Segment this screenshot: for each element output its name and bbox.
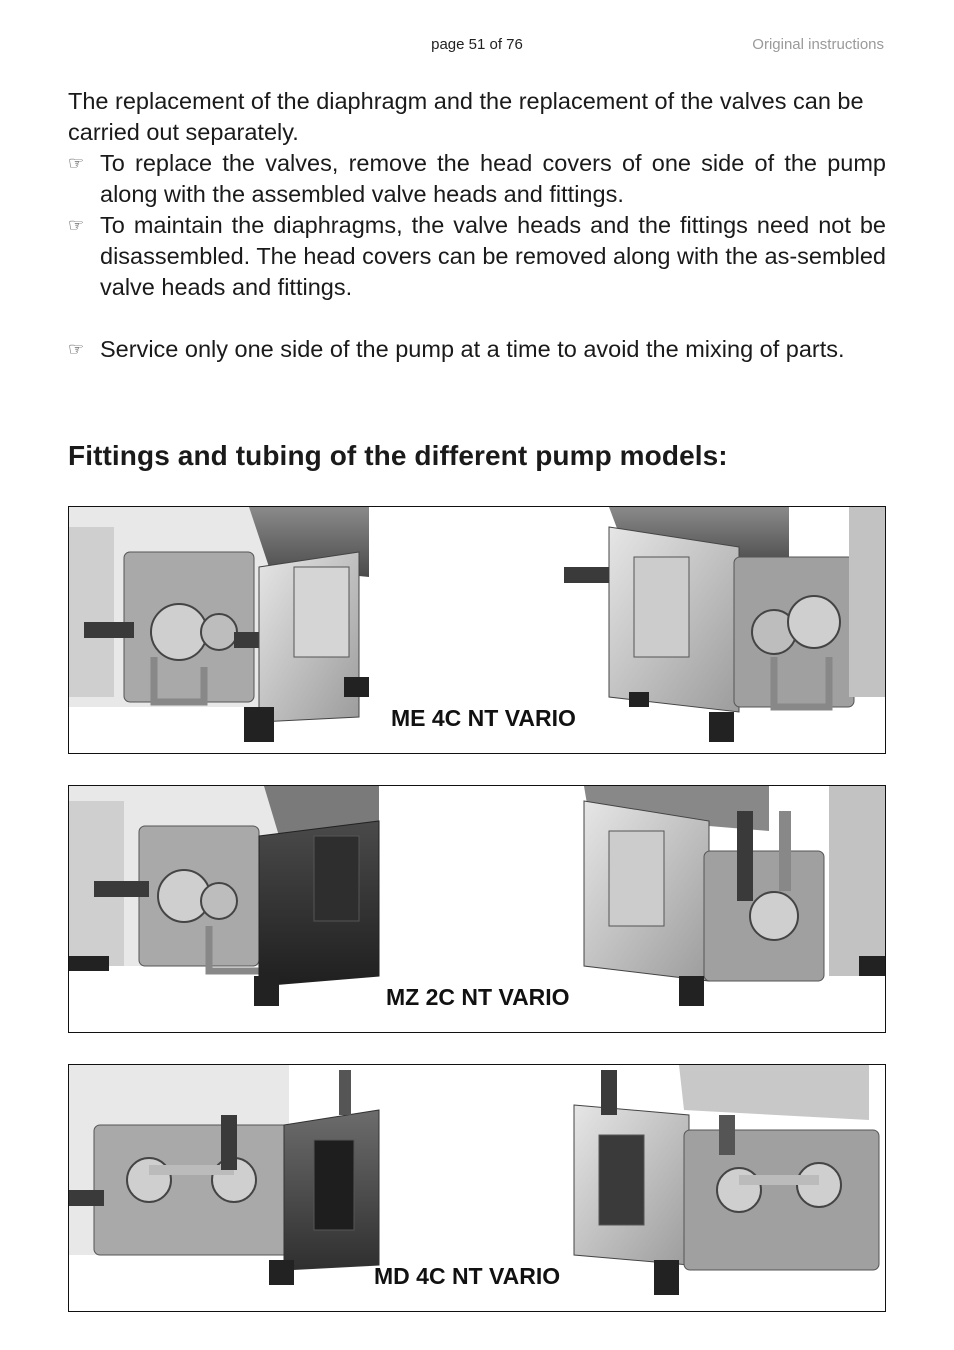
figure-label-me4c: ME 4C NT VARIO bbox=[391, 705, 576, 731]
pointing-hand-icon: ☞ bbox=[68, 153, 85, 174]
bullet-item-2 bbox=[68, 210, 886, 303]
page-header-number: page 51 of 76 bbox=[431, 36, 523, 53]
figure-panel-me4c bbox=[68, 506, 886, 754]
section-heading: Fittings and tubing of the different pump models: bbox=[68, 440, 728, 471]
pointing-hand-icon: ☞ bbox=[68, 215, 85, 236]
bullet-item-3 bbox=[68, 334, 886, 365]
body-text bbox=[68, 86, 886, 365]
figure-label-md4c: MD 4C NT VARIO bbox=[374, 1263, 561, 1289]
bullet-text-1: To replace the valves, remove the head covers of one side of the pump along with the assembled valve heads and fittings. bbox=[100, 150, 886, 207]
figure-panel-md4c bbox=[68, 1064, 886, 1312]
intro-paragraph: The replacement of the diaphragm and the replacement of the valves can be carried out separately. bbox=[68, 88, 864, 145]
figure-panel-mz2c bbox=[68, 785, 886, 1033]
bullet-text-3: Service only one side of the pump at a time to avoid the mixing of parts. bbox=[100, 336, 845, 362]
figure-label-mz2c: MZ 2C NT VARIO bbox=[386, 984, 570, 1010]
bullet-text-2: To maintain the diaphragms, the valve heads and the fittings need not be disassembled. The head covers can be removed along with the as-sembled valve heads and fittings. bbox=[100, 212, 886, 300]
pointing-hand-icon: ☞ bbox=[68, 339, 85, 360]
bullet-item-1 bbox=[68, 148, 886, 210]
page-header-doc-label: Original instructions bbox=[752, 36, 884, 53]
